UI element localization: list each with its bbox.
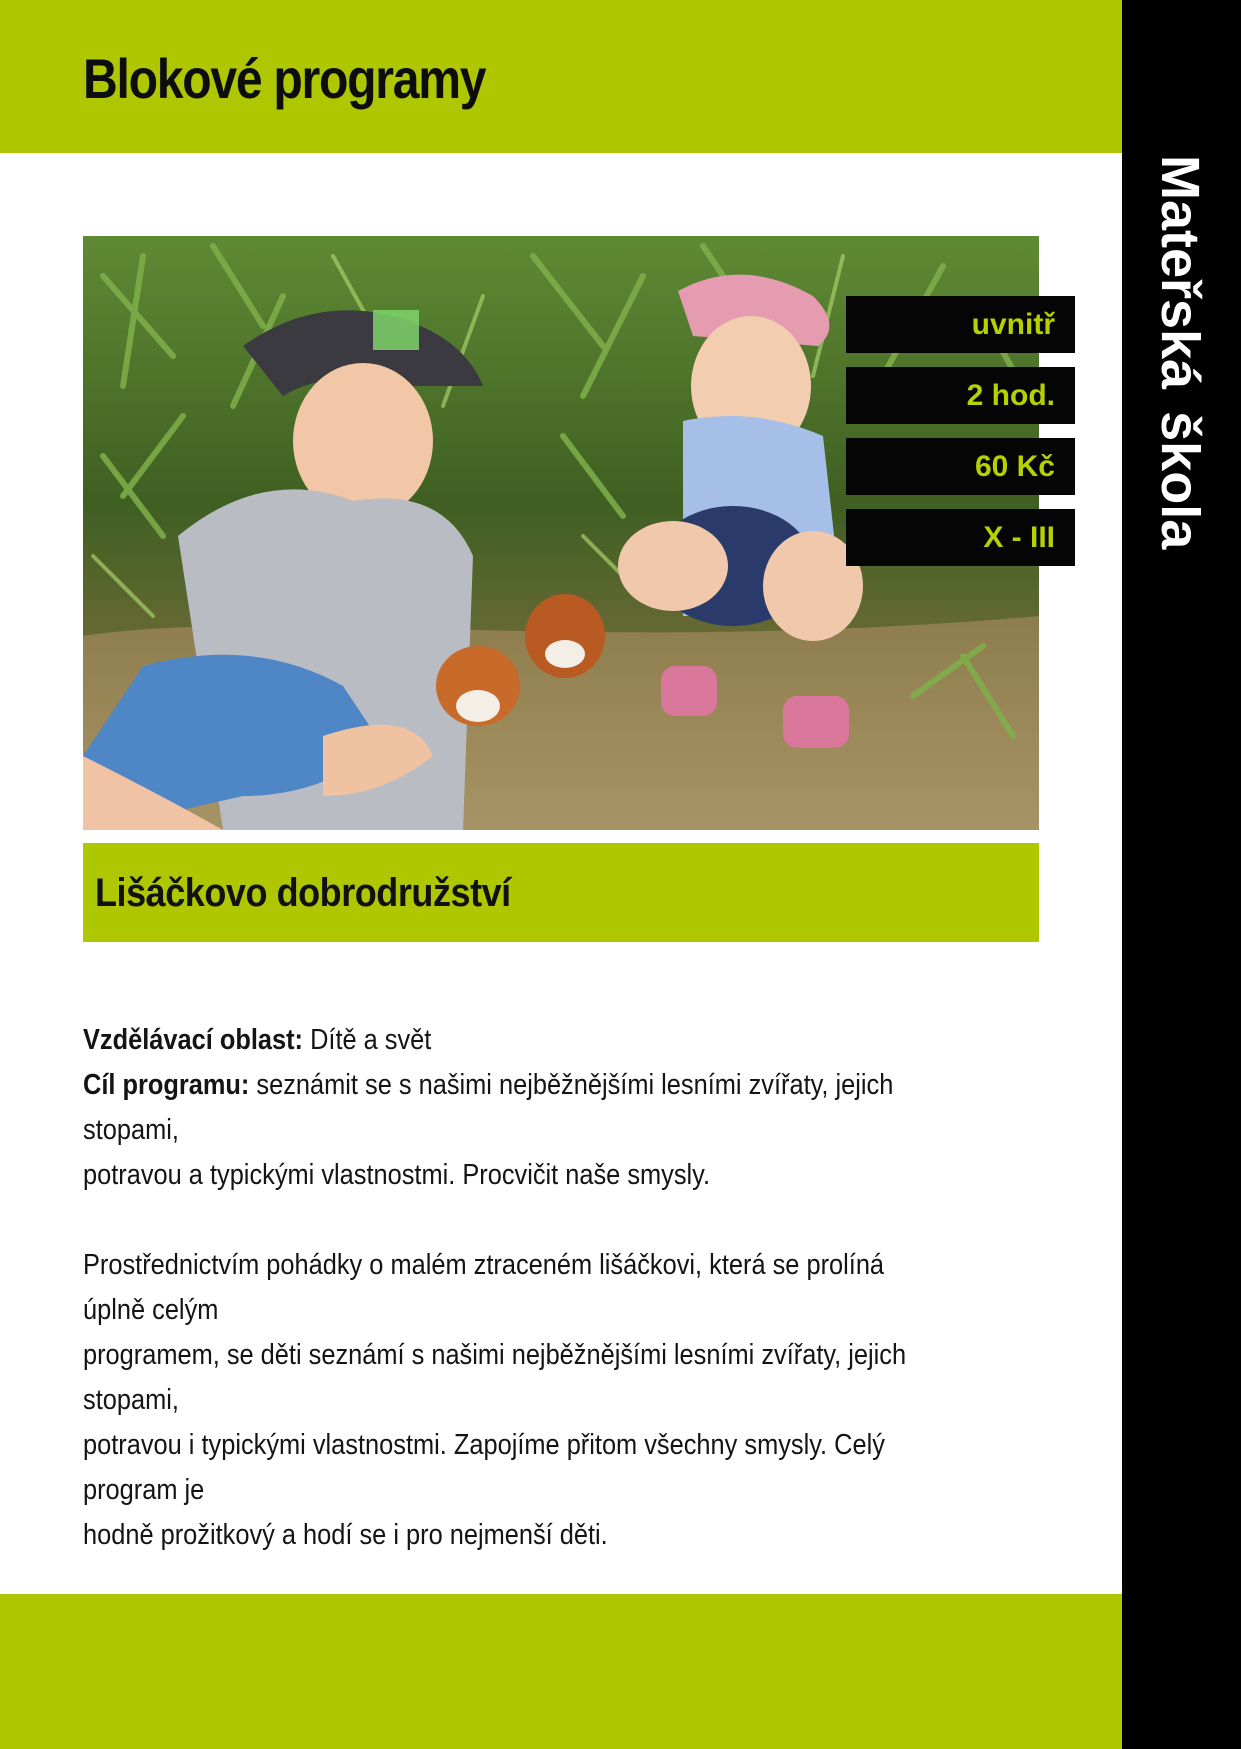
description-line3: potravou i typickými vlastnostmi. Zapojíme přitom všechny smysly. Celý program je <box>83 1429 885 1506</box>
side-label-word2: škola <box>1150 411 1210 550</box>
tag-season: X - III <box>846 509 1075 566</box>
education-area <box>83 1018 949 1063</box>
program-goal <box>83 1063 949 1153</box>
education-area-value: Dítě a svět <box>310 1024 432 1056</box>
program-goal-label: Cíl programu: <box>83 1069 250 1101</box>
tag-price: 60 Kč <box>846 438 1075 495</box>
tag-duration: 2 hod. <box>846 367 1075 424</box>
page-title: Blokové programy <box>83 47 486 110</box>
program-title-band <box>83 843 1039 942</box>
program-description <box>83 1018 949 1558</box>
footer-band <box>0 1594 1122 1749</box>
side-label-word1: Mateřská <box>1150 155 1210 390</box>
description-line2: programem, se děti seznámí s našimi nejběžnějšími lesními zvířaty, jejich stopami, <box>83 1339 907 1416</box>
program-title: Lišáčkovo dobrodružství <box>95 871 511 915</box>
info-tags <box>846 296 1075 580</box>
education-area-label: Vzdělávací oblast: <box>83 1024 304 1056</box>
tag-location: uvnitř <box>846 296 1075 353</box>
description-line4: hodně prožitkový a hodí se i pro nejmenší děti. <box>83 1519 608 1551</box>
program-goal-line2: potravou a typickými vlastnostmi. Procvičit naše smysly. <box>83 1159 711 1191</box>
header-band <box>0 0 1122 153</box>
program-goal-line1: seznámit se s našimi nejběžnějšími lesními zvířaty, jejich stopami, <box>83 1069 894 1146</box>
description-line1: Prostřednictvím pohádky o malém ztraceném lišáčkovi, která se prolíná úplně celým <box>83 1249 885 1326</box>
side-label <box>1150 155 1210 549</box>
paragraph-gap <box>83 1198 949 1243</box>
